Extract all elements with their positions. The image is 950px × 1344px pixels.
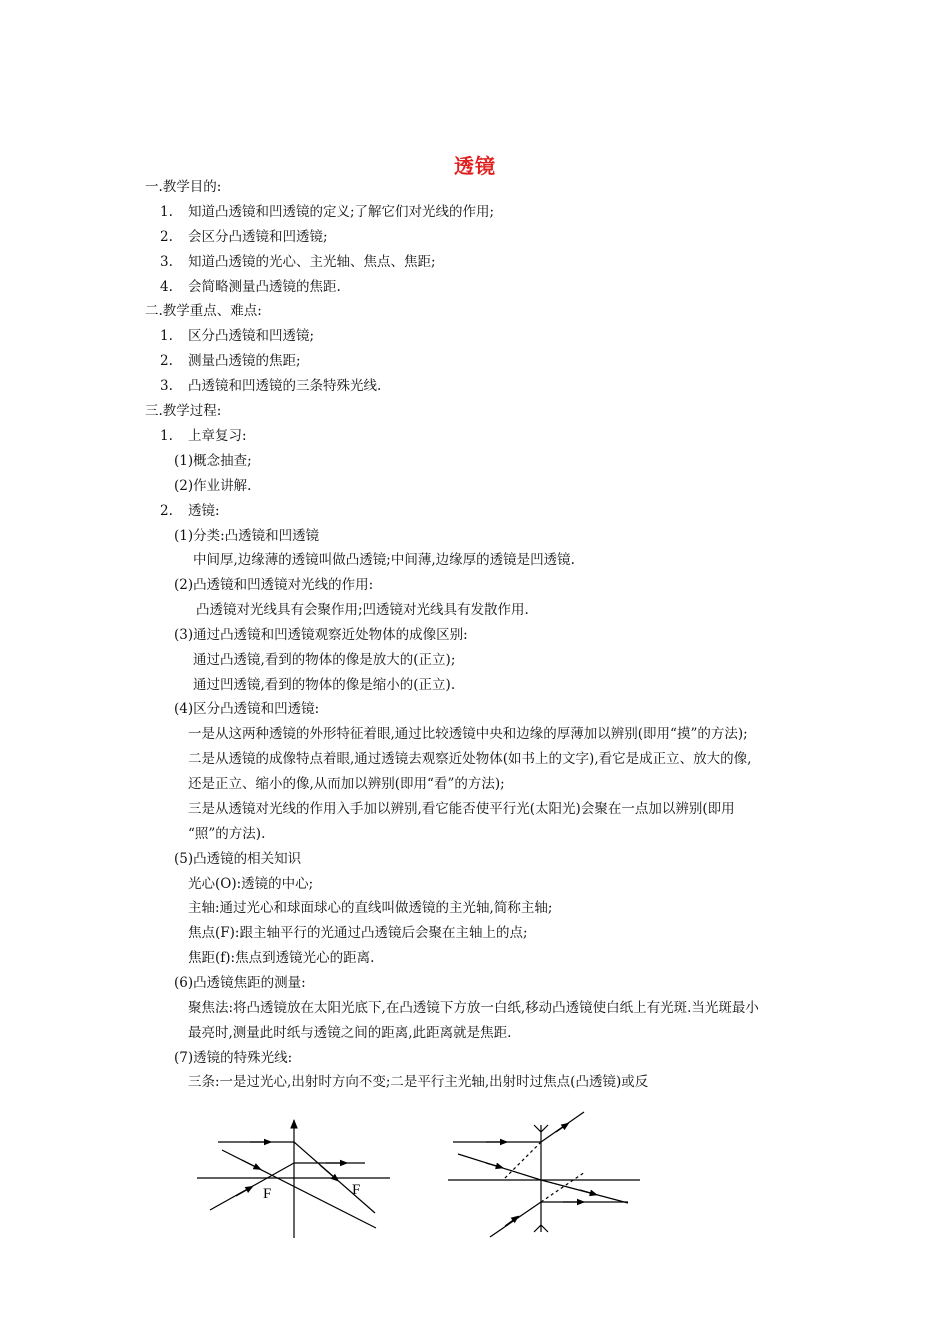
sub-item: (2)作业讲解. [174, 478, 252, 494]
convex-lens-diagram [197, 1120, 390, 1238]
paragraph: 通过凹透镜,看到的物体的像是缩小的(正立). [193, 677, 456, 693]
list-item: 区分凸透镜和凹透镜; [188, 328, 315, 344]
section-1-heading: 一.教学目的: [145, 179, 222, 195]
sub-heading: (1)分类:凸透镜和凹透镜 [174, 528, 320, 544]
list-number: 3. [160, 378, 173, 394]
focus-label-left: F [263, 1186, 272, 1202]
paragraph: “照”的方法). [188, 826, 266, 842]
list-item: 透镜: [188, 503, 220, 519]
sub-item: (1)概念抽查; [174, 453, 252, 469]
concave-lens-diagram [448, 1112, 640, 1237]
list-number: 4. [160, 279, 173, 295]
sub-heading: (3)通过凸透镜和凹透镜观察近处物体的成像区别: [174, 627, 468, 643]
focus-label-right: F [352, 1182, 361, 1198]
list-item: 上章复习: [188, 428, 247, 444]
paragraph: 三条:一是过光心,出射时方向不变;二是平行主光轴,出射时过焦点(凸透镜)或反 [188, 1074, 649, 1090]
sub-heading: (5)凸透镜的相关知识 [174, 851, 302, 867]
paragraph: 一是从这两种透镜的外形特征着眼,通过比较透镜中央和边缘的厚薄加以辨别(即用“摸”的方法); [188, 726, 748, 742]
list-number: 2. [160, 353, 173, 369]
list-number: 2. [160, 503, 173, 519]
list-number: 3. [160, 254, 173, 270]
list-number: 1. [160, 428, 173, 444]
paragraph: 光心(O):透镜的中心; [188, 876, 314, 892]
list-item: 测量凸透镜的焦距; [188, 353, 301, 369]
sub-heading: (6)凸透镜焦距的测量: [174, 975, 306, 991]
list-number: 1. [160, 328, 173, 344]
sub-heading: (7)透镜的特殊光线: [174, 1050, 293, 1066]
paragraph: 凸透镜对光线具有会聚作用;凹透镜对光线具有发散作用. [196, 602, 529, 618]
paragraph: 三是从透镜对光线的作用入手加以辨别,看它能否使平行光(太阳光)会聚在一点加以辨别(即用 [188, 801, 735, 817]
list-item: 凸透镜和凹透镜的三条特殊光线. [188, 378, 382, 394]
paragraph: 二是从透镜的成像特点着眼,通过透镜去观察近处物体(如书上的文字),看它是成正立、放大的像, [188, 751, 752, 767]
list-item: 知道凸透镜的光心、主光轴、焦点、焦距; [188, 254, 436, 270]
list-item: 会区分凸透镜和凹透镜; [188, 229, 328, 245]
paragraph: 通过凸透镜,看到的物体的像是放大的(正立); [193, 652, 456, 668]
sub-heading: (4)区分凸透镜和凹透镜: [174, 701, 320, 717]
sub-heading: (2)凸透镜和凹透镜对光线的作用: [174, 577, 374, 593]
paragraph: 最亮时,测量此时纸与透镜之间的距离,此距离就是焦距. [188, 1025, 512, 1041]
list-item: 知道凸透镜和凹透镜的定义;了解它们对光线的作用; [188, 204, 495, 220]
list-item: 会简略测量凸透镜的焦距. [188, 279, 341, 295]
page-title: 透镜 [454, 154, 496, 178]
paragraph: 焦距(f):焦点到透镜光心的距离. [188, 950, 375, 966]
list-number: 1. [160, 204, 173, 220]
paragraph: 还是正立、缩小的像,从而加以辨别(即用“看”的方法); [188, 776, 505, 792]
paragraph: 焦点(F):跟主轴平行的光通过凸透镜后会聚在主轴上的点; [188, 925, 528, 941]
paragraph: 主轴:通过光心和球面球心的直线叫做透镜的主光轴,简称主轴; [188, 900, 553, 916]
section-2-heading: 二.教学重点、难点: [145, 303, 262, 319]
section-3-heading: 三.教学过程: [145, 403, 222, 419]
paragraph: 聚焦法:将凸透镜放在太阳光底下,在凸透镜下方放一白纸,移动凸透镜使白纸上有光斑.当光斑最小 [188, 1000, 759, 1016]
paragraph: 中间厚,边缘薄的透镜叫做凸透镜;中间薄,边缘厚的透镜是凹透镜. [193, 552, 575, 568]
list-number: 2. [160, 229, 173, 245]
